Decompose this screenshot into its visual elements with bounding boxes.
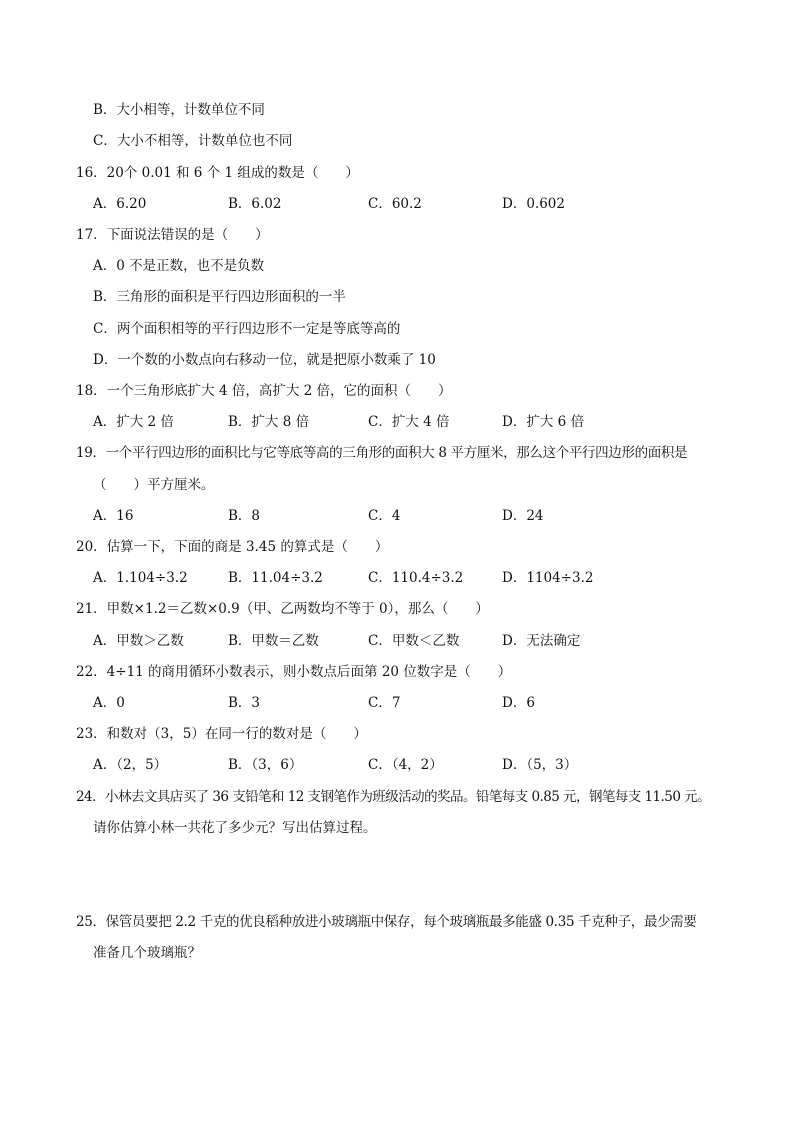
q18-option-b: B．扩大 8 倍: [228, 414, 310, 430]
q24-stem-line1: 24．小林去文具店买了 36 支铅笔和 12 支钢笔作为班级活动的奖品。铅笔每支 0.85 元，钢笔每支 11.50 元。: [76, 789, 711, 805]
q16-option-b: B．6.02: [228, 196, 282, 212]
q18-option-d: D．扩大 6 倍: [502, 414, 584, 430]
q18-option-c: C．扩大 4 倍: [368, 414, 450, 430]
q16-option-a: A．6.20: [93, 196, 147, 212]
q19-stem-line1: 19．一个平行四边形的面积比与它等底等高的三角形的面积大 8 平方厘米，那么这个平行四边形的面积是: [76, 445, 688, 461]
q21-option-d: D．无法确定: [502, 633, 581, 649]
q23-option-a: A．（2，5）: [93, 757, 168, 773]
q23-option-d: D．（5，3）: [502, 757, 578, 773]
q22-option-c: C．7: [368, 695, 401, 711]
q20-option-d: D．1104÷3.2: [502, 570, 594, 586]
q19-option-d: D．24: [502, 508, 544, 524]
q21-stem: 21．甲数×1.2＝乙数×0.9（甲、乙两数均不等于 0），那么（ ）: [76, 601, 489, 617]
q16-option-c: C．60.2: [368, 196, 422, 212]
q20-option-a: A．1.104÷3.2: [93, 570, 188, 586]
q15-option-c: C．大小不相等，计数单位也不同: [93, 133, 293, 149]
q22-option-a: A．0: [93, 695, 125, 711]
q22-stem: 22．4÷11 的商用循环小数表示，则小数点后面第 20 位数字是（ ）: [76, 664, 512, 680]
q19-option-a: A．16: [93, 508, 134, 524]
q19-option-b: B．8: [228, 508, 261, 524]
q20-option-c: C．110.4÷3.2: [368, 570, 464, 586]
q22-option-d: D．6: [502, 695, 535, 711]
q18-stem: 18．一个三角形底扩大 4 倍，高扩大 2 倍，它的面积（ ）: [76, 383, 452, 399]
q22-option-b: B．3: [228, 695, 261, 711]
q16-stem: 16．20个 0.01 和 6 个 1 组成的数是（ ）: [76, 165, 359, 181]
q25-stem-line1: 25．保管员要把 2.2 千克的优良稻种放进小玻璃瓶中保存，每个玻璃瓶最多能盛 0.35 千克种子，最少需要: [76, 914, 697, 930]
q23-stem: 23．和数对（3，5）在同一行的数对是（ ）: [76, 726, 367, 742]
q23-option-b: B．（3，6）: [228, 757, 303, 773]
q20-option-b: B．11.04÷3.2: [228, 570, 323, 586]
q20-stem: 20．估算一下，下面的商是 3.45 的算式是（ ）: [76, 539, 389, 555]
q19-option-c: C．4: [368, 508, 401, 524]
q19-stem-line2: （ ）平方厘米。: [93, 477, 215, 493]
q15-option-b: B．大小相等，计数单位不同: [93, 102, 265, 118]
q21-option-c: C．甲数＜乙数: [368, 633, 460, 649]
q17-option-d: D．一个数的小数点向右移动一位，就是把原小数乘了 10: [93, 352, 436, 368]
q21-option-b: B．甲数＝乙数: [228, 633, 319, 649]
q17-option-c: C．两个面积相等的平行四边形不一定是等底等高的: [93, 321, 401, 337]
q25-stem-line2: 准备几个玻璃瓶？: [93, 945, 201, 961]
q17-stem: 17．下面说法错误的是（ ）: [76, 227, 269, 243]
q23-option-c: C．（4，2）: [368, 757, 443, 773]
q16-option-d: D．0.602: [502, 196, 565, 212]
q18-option-a: A．扩大 2 倍: [93, 414, 174, 430]
q21-option-a: A．甲数＞乙数: [93, 633, 184, 649]
q17-option-b: B．三角形的面积是平行四边形面积的一半: [93, 289, 346, 305]
q17-option-a: A．0 不是正数，也不是负数: [93, 258, 265, 274]
q24-stem-line2: 请你估算小林一共花了多少元？写出估算过程。: [93, 820, 377, 836]
